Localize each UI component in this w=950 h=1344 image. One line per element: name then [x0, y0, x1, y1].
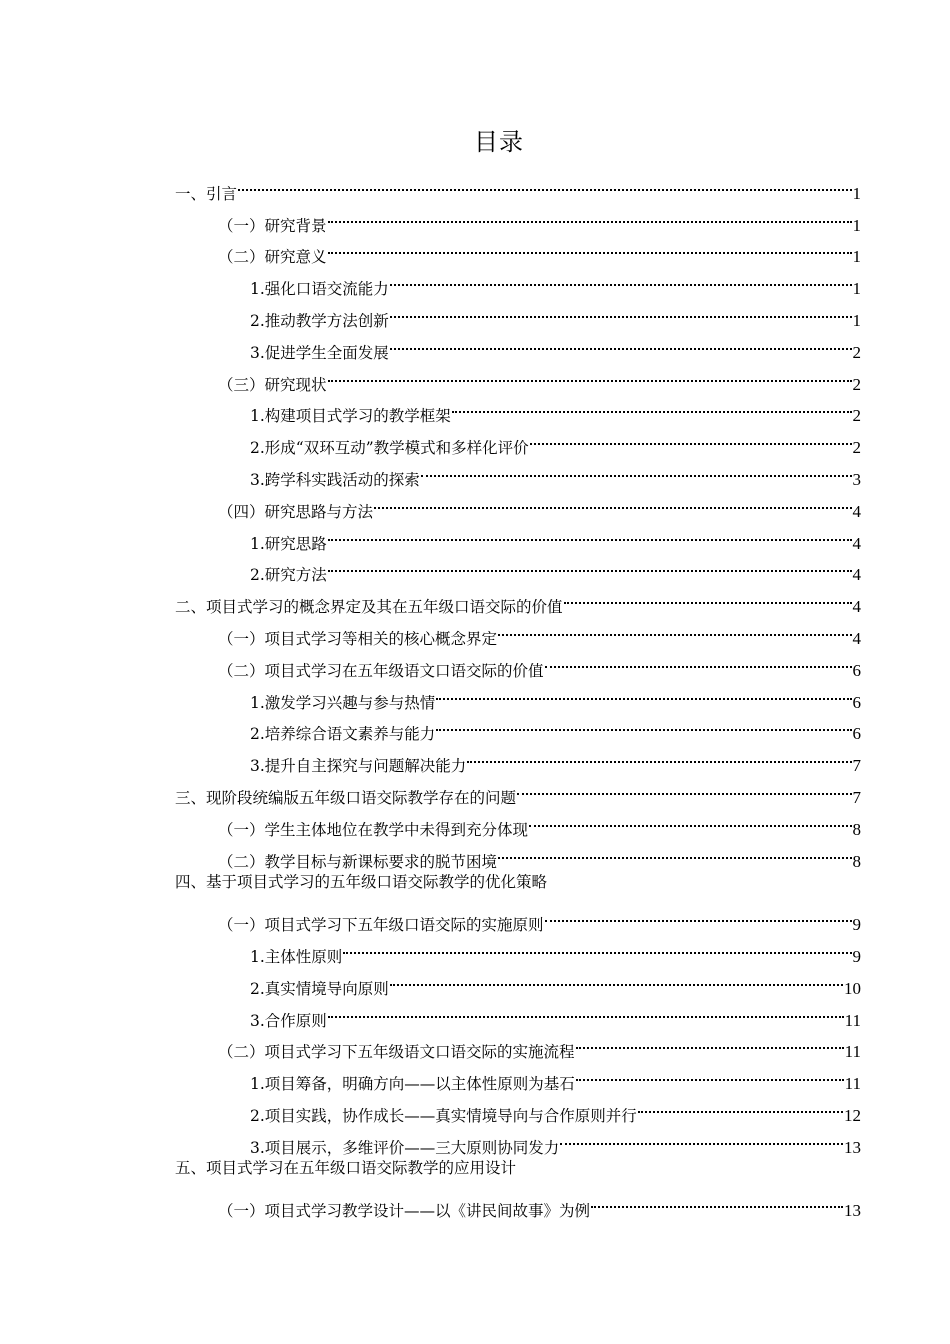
toc-entry-text: 1.研究思路	[250, 534, 327, 553]
toc-page-number: 11	[844, 1042, 861, 1062]
dot-leader	[328, 231, 852, 263]
toc-page-number: 2	[852, 374, 861, 394]
toc-entry-text: （一）项目式学习等相关的核心概念界定	[218, 629, 498, 648]
toc-entry-text: 3.项目展示，多维评价——三大原则协同发力	[250, 1138, 560, 1157]
dot-leader	[545, 644, 852, 676]
toc-entry-text: （一）研究背景	[218, 216, 327, 235]
toc-page-number: 11	[844, 1010, 861, 1030]
dot-leader	[564, 580, 852, 612]
dot-leader	[238, 167, 851, 199]
toc-page-number: 9	[852, 915, 861, 935]
toc-entry-text: 1.强化口语交流能力	[250, 280, 389, 299]
toc-entry[interactable]	[175, 1185, 861, 1221]
dot-leader	[591, 1185, 843, 1217]
toc-entry-text: 1.主体性原则	[250, 947, 343, 966]
dot-leader	[390, 962, 843, 994]
toc-entry-text: 2.推动教学方法创新	[250, 311, 389, 330]
toc-page-number: 4	[852, 597, 861, 617]
toc-page-number: 2	[852, 342, 861, 362]
toc-entry[interactable]	[175, 898, 861, 935]
toc-entry[interactable]	[175, 167, 861, 203]
dot-leader	[328, 358, 852, 390]
toc-page-number: 1	[852, 247, 861, 267]
dot-leader	[560, 1121, 843, 1153]
toc-entry-text: 1.激发学习兴趣与参与热情	[250, 693, 436, 712]
toc-entry[interactable]	[175, 867, 861, 899]
dot-leader	[436, 708, 851, 740]
table-of-contents	[175, 167, 861, 1221]
toc-page-number: 2	[852, 438, 861, 458]
dot-leader	[467, 739, 851, 771]
toc-page-number: 10	[844, 978, 861, 998]
toc-entry-text: 四、基于项目式学习的五年级口语交际教学的优化策略	[175, 872, 548, 891]
toc-entry-text: （一）项目式学习下五年级口语交际的实施原则	[218, 916, 544, 935]
toc-page-number: 4	[852, 565, 861, 585]
toc-page-number: 6	[852, 692, 861, 712]
dot-leader	[452, 390, 852, 422]
dot-leader	[498, 612, 851, 644]
toc-page-number: 7	[852, 756, 861, 776]
toc-entry[interactable]	[175, 199, 861, 235]
toc-entry-text: 2.项目实践，协作成长——真实情境导向与合作原则并行	[250, 1106, 637, 1125]
toc-entry-text: 3.提升自主探究与问题解决能力	[250, 757, 467, 776]
toc-entry-text: （二）研究意义	[218, 248, 327, 267]
dot-leader	[517, 771, 851, 803]
dot-leader	[421, 453, 852, 485]
toc-entry-text: 3.合作原则	[250, 1011, 327, 1030]
toc-page-number: 8	[852, 819, 861, 839]
dot-leader	[390, 326, 852, 358]
toc-page-number: 7	[852, 787, 861, 807]
toc-entry-text: （三）研究现状	[218, 375, 327, 394]
toc-page-number: 2	[852, 406, 861, 426]
toc-entry-text: 五、项目式学习在五年级口语交际教学的应用设计	[175, 1158, 517, 1177]
toc-title: 目录	[474, 128, 524, 156]
toc-entry-text: （一）项目式学习教学设计——以《讲民间故事》为例	[218, 1202, 591, 1221]
toc-entry-text: （四）研究思路与方法	[218, 502, 374, 521]
dot-leader	[328, 199, 852, 231]
toc-entry-text: 2.形成“双环互动”教学模式和多样化评价	[250, 439, 529, 458]
dot-leader	[576, 1057, 844, 1089]
toc-entry-text: 3.跨学科实践活动的探索	[250, 470, 420, 489]
toc-page-number: 11	[844, 1074, 861, 1094]
dot-leader	[529, 803, 851, 835]
dot-leader	[374, 485, 851, 517]
dot-leader	[343, 930, 851, 962]
toc-page-number: 8	[852, 851, 861, 871]
dot-leader	[390, 294, 852, 326]
toc-page-number: 1	[852, 310, 861, 330]
toc-page-number: 4	[852, 533, 861, 553]
toc-page-number: 4	[852, 628, 861, 648]
toc-page-number: 6	[852, 724, 861, 744]
toc-entry-text: 1.构建项目式学习的教学框架	[250, 407, 451, 426]
dot-leader	[436, 676, 851, 708]
dot-leader	[328, 549, 852, 581]
toc-page-number: 1	[852, 183, 861, 203]
toc-entry-text: 三、现阶段统编版五年级口语交际教学存在的问题	[175, 788, 517, 807]
toc-entry-text: （一）学生主体地位在教学中未得到充分体现	[218, 820, 529, 839]
dot-leader	[328, 517, 852, 549]
toc-entry-text: （二）项目式学习在五年级语文口语交际的价值	[218, 661, 544, 680]
dot-leader	[576, 1026, 844, 1058]
dot-leader	[328, 994, 844, 1026]
toc-page-number: 3	[852, 469, 861, 489]
toc-entry-text: 一、引言	[175, 184, 238, 203]
toc-page-number: 1	[852, 215, 861, 235]
toc-page-number: 13	[844, 1137, 861, 1157]
toc-entry-text: 3.促进学生全面发展	[250, 343, 389, 362]
toc-entry-text: 2.真实情境导向原则	[250, 979, 389, 998]
toc-entry-text: （二）项目式学习下五年级语文口语交际的实施流程	[218, 1043, 575, 1062]
toc-page-number: 6	[852, 660, 861, 680]
dot-leader	[390, 262, 852, 294]
dot-leader	[498, 835, 851, 867]
toc-entry-text: 1.项目筹备，明确方向——以主体性原则为基石	[250, 1075, 575, 1094]
toc-page-number: 4	[852, 501, 861, 521]
toc-entry-text: 2.研究方法	[250, 566, 327, 585]
toc-entry-text: 二、项目式学习的概念界定及其在五年级口语交际的价值	[175, 598, 563, 617]
dot-leader	[545, 898, 852, 930]
toc-page-number: 12	[844, 1105, 861, 1125]
toc-page-number: 1	[852, 279, 861, 299]
dot-leader	[638, 1089, 843, 1121]
toc-entry-text: 2.培养综合语文素养与能力	[250, 725, 436, 744]
toc-page-number: 13	[844, 1201, 861, 1221]
dot-leader	[530, 421, 852, 453]
toc-entry-text: （二）教学目标与新课标要求的脱节困境	[218, 852, 498, 871]
toc-page-number: 9	[852, 946, 861, 966]
